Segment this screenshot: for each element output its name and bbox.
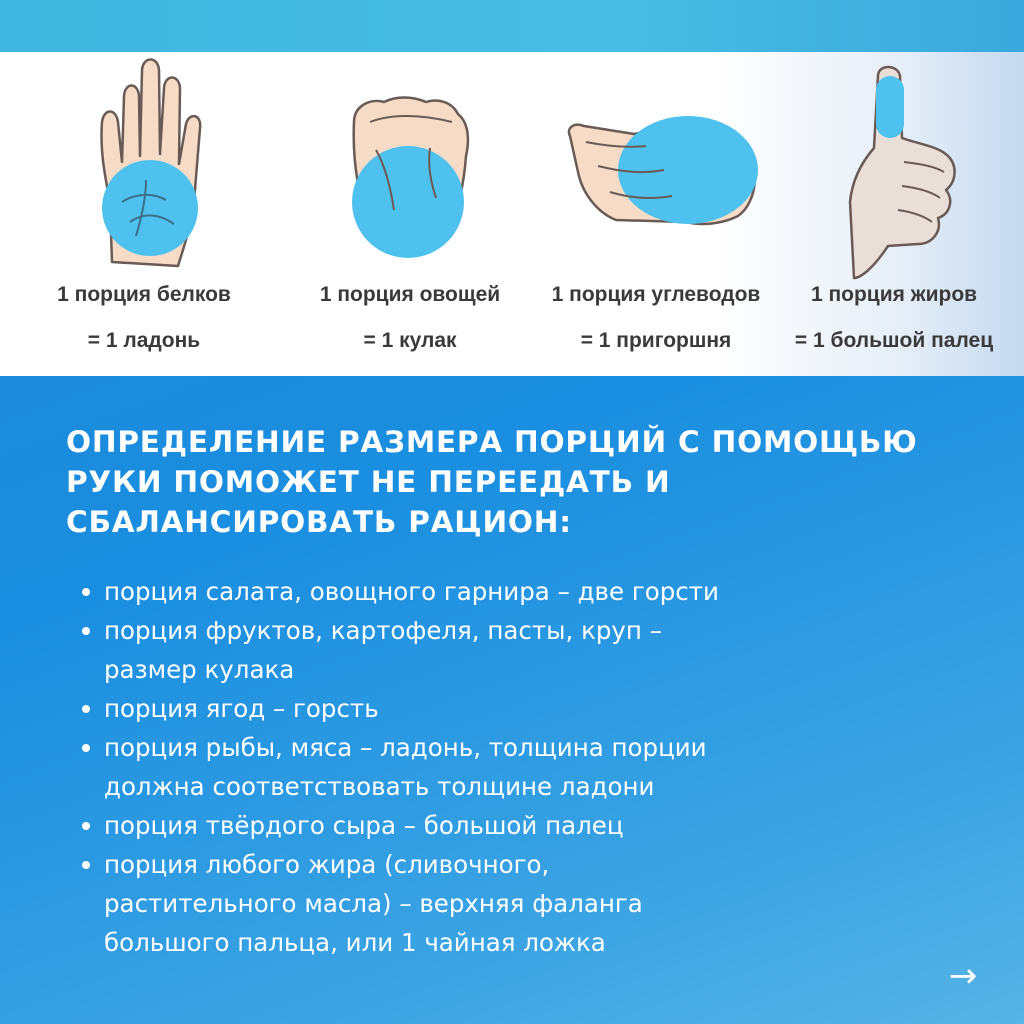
list-item-text: порция твёрдого сыра – большой палец	[104, 811, 624, 840]
portion-panel-protein	[14, 52, 274, 376]
list-item-text: порция фруктов, картофеля, пасты, круп –	[104, 616, 662, 645]
portion-caption-carbs-equivalent: = 1 пригоршня	[580, 329, 732, 352]
list-item	[78, 728, 978, 806]
portion-panel-fats	[768, 52, 1024, 376]
portion-panel-carbs	[526, 52, 786, 376]
cupped-hand-icon	[526, 52, 786, 282]
portion-caption-fats-title: 1 порция жиров	[810, 283, 978, 306]
list-item	[78, 845, 978, 962]
list-item	[78, 689, 978, 728]
list-item-text: должна соответствовать толщине ладони	[104, 772, 655, 801]
heading-line: СБАЛАНСИРОВАТЬ РАЦИОН:	[66, 505, 572, 539]
fist-icon	[280, 52, 540, 282]
tips-list	[78, 572, 978, 962]
top-strip	[0, 0, 1024, 52]
palm-icon	[14, 52, 274, 282]
list-item-text: порция любого жира (сливочного,	[104, 850, 550, 879]
heading-line: ОПРЕДЕЛЕНИЕ РАЗМЕРА ПОРЦИЙ С ПОМОЩЬЮ	[66, 425, 918, 459]
list-item-text: большого пальца, или 1 чайная ложка	[104, 928, 606, 957]
portion-caption-vegetables-title: 1 порция овощей	[319, 283, 501, 306]
list-item	[78, 572, 978, 611]
portion-caption-protein-title: 1 порция белков	[57, 283, 231, 306]
list-item	[78, 611, 978, 689]
list-item-text: порция рыбы, мяса – ладонь, толщина порции	[104, 733, 707, 762]
portion-caption-carbs-title: 1 порция углеводов	[551, 283, 761, 306]
hand-portion-illustration	[0, 52, 1024, 376]
next-arrow-icon[interactable]: →	[948, 956, 978, 996]
list-item-text: размер кулака	[104, 655, 295, 684]
portion-caption-protein-equivalent: = 1 ладонь	[87, 329, 201, 352]
portion-caption-fats-equivalent: = 1 большой палец	[794, 329, 994, 352]
list-item	[78, 806, 978, 845]
list-item-text: порция ягод – горсть	[104, 694, 379, 723]
heading-line: РУКИ ПОМОЖЕТ НЕ ПЕРЕЕДАТЬ И	[66, 465, 671, 499]
list-item-text: порция салата, овощного гарнира – две горсти	[104, 577, 719, 606]
portion-panel-vegetables	[280, 52, 540, 376]
list-item-text: растительного масла) – верхняя фаланга	[104, 889, 643, 918]
thumb-icon	[768, 52, 1024, 282]
heading	[66, 422, 966, 542]
portion-caption-vegetables-equivalent: = 1 кулак	[363, 329, 457, 352]
